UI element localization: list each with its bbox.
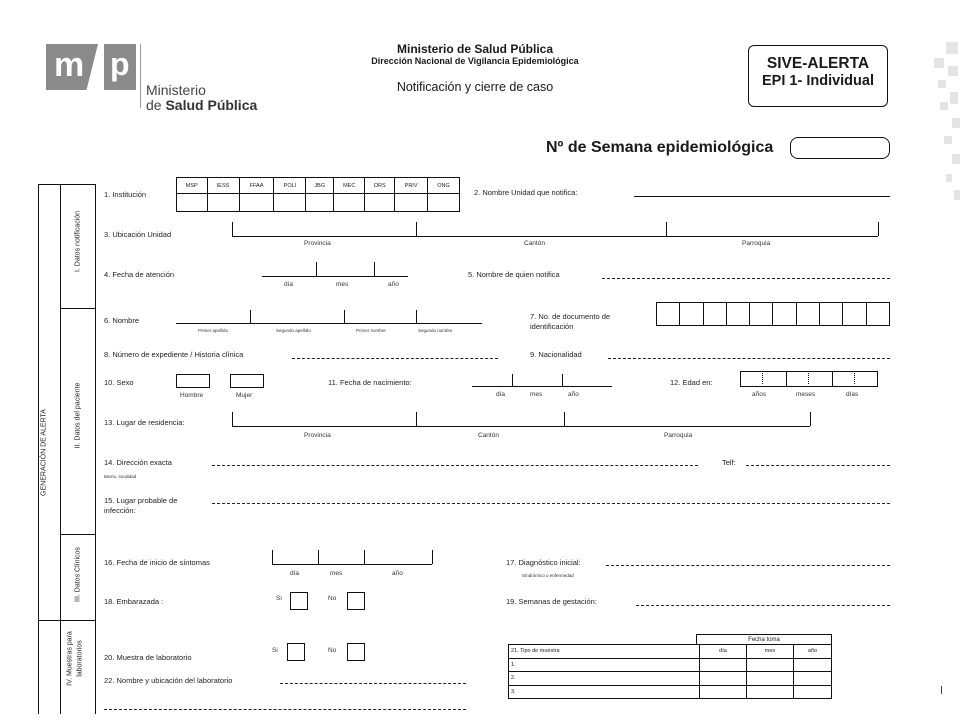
res-tick-3 <box>810 412 811 426</box>
res-tick-2 <box>564 412 565 426</box>
sin-tick-1 <box>318 550 319 564</box>
row-2-dia[interactable] <box>700 672 747 686</box>
sin-dia: día <box>290 570 300 577</box>
edad-box <box>740 371 878 387</box>
emb-si-checkbox[interactable] <box>290 592 308 610</box>
res-provincia: Provincia <box>304 432 331 439</box>
fa-tick-1 <box>316 262 317 276</box>
res-tick-1 <box>416 412 417 426</box>
ubicacion-label: 3. Ubicación Unidad <box>104 230 172 239</box>
nac-tick-2 <box>562 374 563 386</box>
direccion-label: 14. Dirección exacta <box>104 458 172 467</box>
inst-jbg-check[interactable] <box>306 194 334 212</box>
nac-anio: año <box>568 391 579 398</box>
sin-tick-0 <box>272 550 273 564</box>
inst-drs-check[interactable] <box>365 194 395 212</box>
sin-anio: año <box>392 570 403 577</box>
nacionalidad-label: 9. Nacionalidad <box>530 350 582 359</box>
nacionalidad-input[interactable] <box>608 358 890 359</box>
inst-priv: PRIV <box>395 178 428 194</box>
gestacion-input[interactable] <box>636 605 890 606</box>
inst-msp-check[interactable] <box>177 194 208 212</box>
ubic-canton: Cantón <box>524 240 545 247</box>
row-3-anio[interactable] <box>794 685 832 699</box>
edad-anios: años <box>752 391 767 398</box>
nombre-line[interactable] <box>176 323 482 324</box>
badge-line2: EPI 1- Individual <box>762 73 874 89</box>
row-3-dia[interactable] <box>700 685 747 699</box>
inst-ong-check[interactable] <box>427 194 459 212</box>
row-3-mes[interactable] <box>747 685 794 699</box>
inst-ffaa: FFAA <box>239 178 274 194</box>
nac-mes: mes <box>530 391 543 398</box>
fa-mes: mes <box>336 281 349 288</box>
res-tick-0 <box>232 412 233 426</box>
edad-dot-3[interactable] <box>854 373 855 384</box>
side-s1-label: I. Datos notificación <box>74 210 82 273</box>
nom-tick-2 <box>344 310 345 323</box>
logo-line1: Ministerio <box>146 82 206 98</box>
semana-input[interactable] <box>790 137 890 159</box>
edad-dias: días <box>846 391 859 398</box>
laboratorio-label: 22. Nombre y ubicación del laboratorio <box>104 676 233 685</box>
edad-sep-1 <box>786 371 787 387</box>
unidad-label: 2. Nombre Unidad que notifica: <box>474 188 578 197</box>
right-tick <box>941 686 942 694</box>
nac-tick-1 <box>512 374 513 386</box>
doc-digit[interactable] <box>796 303 819 326</box>
edad-dot-1[interactable] <box>762 373 763 384</box>
residencia-label: 13. Lugar de residencia: <box>104 418 185 427</box>
gestacion-label: 19. Semanas de gestación: <box>506 597 597 606</box>
ubic-tick-2 <box>666 222 667 236</box>
muestra-label: 20. Muestra de laboratorio <box>104 653 192 662</box>
side-frame-inner <box>95 184 96 714</box>
side-s3-label: III. Datos Clínicos <box>74 547 82 602</box>
res-parroquia: Parroquia <box>664 432 693 439</box>
sexo-label: 10. Sexo <box>104 378 134 387</box>
inst-jbg: JBG <box>306 178 334 194</box>
mue-si-label: Si <box>272 647 278 654</box>
logo-p: p <box>110 46 130 82</box>
embarazada-label: 18. Embarazada : <box>104 597 164 606</box>
page-title: Ministerio de Salud Pública <box>396 42 554 56</box>
mue-si-checkbox[interactable] <box>287 643 305 661</box>
mue-no-label: No <box>328 647 337 654</box>
notifica-input[interactable] <box>602 278 890 279</box>
ubic-parroquia: Parroquia <box>742 240 771 247</box>
inst-iess: IESS <box>207 178 239 194</box>
diagnostico-label: 17. Diagnóstico inicial: <box>506 558 581 567</box>
logo-line2-b: Salud Pública <box>165 97 258 113</box>
inst-priv-check[interactable] <box>395 194 428 212</box>
direccion-sub: Barrio, localidad <box>104 474 137 479</box>
edad-label: 12. Edad en: <box>670 378 713 387</box>
doc-digit[interactable] <box>750 303 773 326</box>
side-frame-outer <box>38 184 39 714</box>
side-s4-label-a: IV. Muestras para <box>66 631 74 686</box>
mujer-label: Mujer <box>236 392 253 399</box>
row-1-label[interactable]: 1. <box>509 658 700 672</box>
nacimiento-label: 11. Fecha de nacimiento: <box>328 378 412 387</box>
side-s2-label: II. Datos del paciente <box>74 382 82 449</box>
ubic-tick-0 <box>232 222 233 236</box>
documento-label-2: identificación <box>530 322 574 331</box>
doc-digit[interactable] <box>726 303 749 326</box>
sin-tick-3 <box>432 550 433 564</box>
inst-msp: MSP <box>177 178 208 194</box>
side-frame-top <box>38 184 95 185</box>
doc-digit[interactable] <box>680 303 703 326</box>
doc-digit[interactable] <box>773 303 796 326</box>
institucion-label: 1. Institución <box>104 190 147 199</box>
unidad-input[interactable] <box>634 196 890 197</box>
fa-anio: año <box>388 281 399 288</box>
semana-label: Nº de Semana epidemiológica <box>546 139 774 156</box>
edad-dot-2[interactable] <box>808 373 809 384</box>
documento-label: 7. No. de documento de <box>530 312 611 321</box>
row-1-anio[interactable] <box>794 658 832 672</box>
inst-iess-check[interactable] <box>207 194 239 212</box>
mujer-checkbox[interactable] <box>230 374 264 388</box>
doc-digit[interactable] <box>843 303 866 326</box>
sintomas-line[interactable] <box>272 564 432 565</box>
doc-digit[interactable] <box>820 303 843 326</box>
col-dia: día <box>700 645 747 659</box>
page-subtitle-2: Notificación y cierre de caso <box>396 80 554 94</box>
nac-dia: día <box>496 391 506 398</box>
diagnostico-sub: Síndrómico o enfermedad <box>522 573 574 578</box>
edad-meses: meses <box>796 391 816 398</box>
mue-no-checkbox[interactable] <box>347 643 365 661</box>
doc-digit[interactable] <box>703 303 726 326</box>
nom-apellido2: Segundo apellido <box>276 328 311 333</box>
side-sep-1 <box>60 308 95 309</box>
edad-sep-2 <box>832 371 833 387</box>
side-main-label: GENERACIÓN DE ALERTA <box>40 409 48 496</box>
emb-no-checkbox[interactable] <box>347 592 365 610</box>
logo-line2 <box>146 97 257 113</box>
ubic-provincia: Provincia <box>304 240 331 247</box>
direccion-input[interactable] <box>212 465 698 466</box>
logo-divider <box>140 44 141 108</box>
nom-tick-3 <box>416 310 417 323</box>
diagnostico-input[interactable] <box>606 565 890 566</box>
nom-tick-1 <box>250 310 251 323</box>
tipo-muestra-header: 21. Tipo de muestra <box>509 645 700 659</box>
checker-decoration <box>930 40 960 210</box>
emb-si-label: Si <box>276 595 282 602</box>
muestra-table <box>508 644 832 699</box>
fecha-toma-label: Fecha toma <box>748 637 780 643</box>
residencia-line[interactable] <box>232 426 810 427</box>
sintomas-label: 16. Fecha de inicio de síntomas <box>104 558 210 567</box>
infeccion-label: 15. Lugar probable de <box>104 496 178 505</box>
inst-ong: ONG <box>427 178 459 194</box>
side-frame-divider <box>60 184 61 714</box>
expediente-label: 8. Número de expediente / Historia clínica <box>104 350 244 359</box>
fecha-atencion-line[interactable] <box>262 276 408 277</box>
nom-nombre1: Primer nombre <box>356 328 386 333</box>
row-3-label[interactable]: 3. <box>509 685 700 699</box>
nom-apellido1: Primer apellido <box>198 328 229 333</box>
fecha-atencion-label: 4. Fecha de atención <box>104 270 175 279</box>
notifica-label: 5. Nombre de quien notifica <box>468 270 560 279</box>
laboratorio-input-2[interactable] <box>104 709 466 710</box>
nacimiento-line[interactable] <box>472 386 612 387</box>
row-1-mes[interactable] <box>747 658 794 672</box>
inst-mec-check[interactable] <box>334 194 365 212</box>
hombre-checkbox[interactable] <box>176 374 210 388</box>
telf-input[interactable] <box>746 465 890 466</box>
emb-no-label: No <box>328 595 337 602</box>
nombre-label: 6. Nombre <box>104 316 140 325</box>
telf-label: Telf: <box>722 458 736 467</box>
sin-mes: mes <box>330 570 343 577</box>
doc-digit[interactable] <box>657 303 680 326</box>
inst-poli-check[interactable] <box>274 194 306 212</box>
ubic-tick-1 <box>416 222 417 236</box>
expediente-input[interactable] <box>292 358 498 359</box>
msp-logo <box>46 44 136 92</box>
infeccion-label-2: infección: <box>104 506 136 515</box>
row-2-anio[interactable] <box>794 672 832 686</box>
badge-line1: SIVE-ALERTA <box>766 55 870 72</box>
row-2-label[interactable]: 2. <box>509 672 700 686</box>
inst-mec: MEC <box>334 178 365 194</box>
inst-drs: DRS <box>365 178 395 194</box>
col-anio: año <box>794 645 832 659</box>
doc-digit[interactable] <box>866 303 889 326</box>
institucion-grid <box>176 177 460 212</box>
col-mes: mes <box>747 645 794 659</box>
nom-nombre2: Segundo nombre <box>418 328 453 333</box>
logo-m: m <box>54 46 85 84</box>
ubicacion-line[interactable] <box>232 236 878 237</box>
fa-tick-2 <box>374 262 375 276</box>
sin-tick-2 <box>364 550 365 564</box>
ubic-tick-3 <box>878 222 879 236</box>
inst-poli: POLI <box>274 178 306 194</box>
laboratorio-input[interactable] <box>280 683 466 684</box>
documento-grid <box>656 302 890 326</box>
row-1-dia[interactable] <box>700 658 747 672</box>
infeccion-input[interactable] <box>212 503 890 504</box>
form-badge <box>748 45 888 107</box>
fa-dia: día <box>284 281 294 288</box>
inst-ffaa-check[interactable] <box>239 194 274 212</box>
row-2-mes[interactable] <box>747 672 794 686</box>
page-subtitle: Dirección Nacional de Vigilancia Epidemiológica <box>371 56 579 66</box>
logo-line2-a: de <box>146 97 166 113</box>
res-canton: Cantón <box>478 432 499 439</box>
hombre-label: Hombre <box>180 392 204 399</box>
side-s4-label-b: laboratorios <box>76 640 84 677</box>
